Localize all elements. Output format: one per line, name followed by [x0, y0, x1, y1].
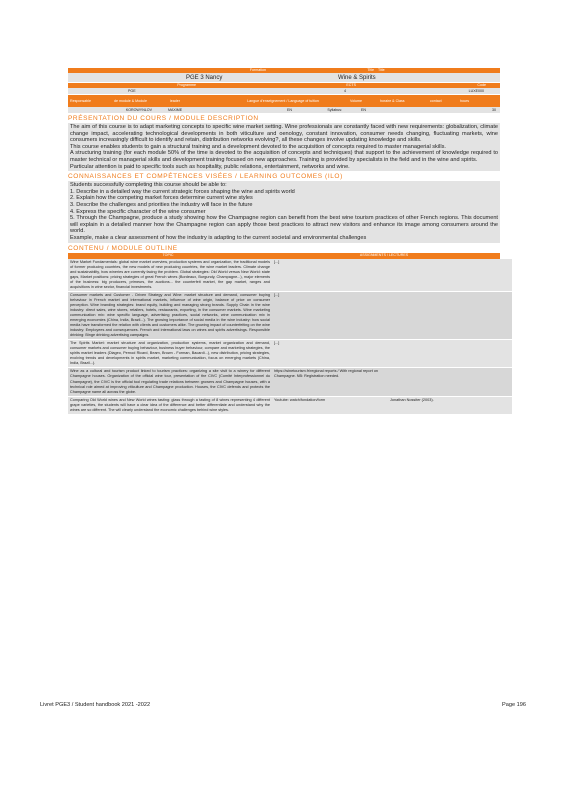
competence-item: 3. Describe the challenges and priorities the industry will face in the future [70, 201, 253, 208]
module-label: de module & Module [114, 98, 147, 103]
presentation-heading: PRÉSENTATION DU COURS / MODULE DESCRIPTION [68, 115, 259, 122]
outline-topic-cell: Comparing Old World wines and New World wines tasting: glass through a tasting of 8 wines representing 4 different grape varieties, the students will have a clear idea of the difference and better differentiate and understand why the wines are so different. The will clearly understand the economic challenges behind wine styles. [68, 396, 272, 414]
formation-value-row [68, 73, 500, 82]
outline-row [68, 340, 512, 368]
topic-header: TOPIC [162, 253, 174, 257]
outline-table [68, 259, 512, 415]
outline-refs-cell [388, 259, 512, 292]
outline-links-cell: [...] [272, 340, 388, 368]
ects-label: ECTS [346, 83, 356, 87]
outline-row [68, 259, 512, 292]
hours-label: hours [460, 98, 469, 103]
competence-item: Example, make a clear assessment of how the industry is adapting to the current societal and environmental challenges [70, 234, 367, 241]
outline-topic-cell: Wine as a cultural and tourism product linked to tourism practices: organizing a site visit to a winery for different Champagne houses. Organization of the official wine tour, presentation of the CIVC (Comité Interprofessionnel du Champagne), the CIVC is the official tool regulating trade relations between growers and Champagne houses, with a technical role aimed at improving viticulture and Champagne production. Houses, the CIVC defends and protects the Champagne name all across the globe. [68, 368, 272, 396]
outline-links-cell: [...] [272, 291, 388, 339]
syllabus-label: Syllabus: [327, 107, 342, 112]
responsable-header-row [68, 95, 500, 107]
outline-refs-cell: Jonathan Nossiter (2003). [388, 396, 512, 414]
presentation-paragraph: The aim of this course is to adapt marketing concepts to specific wine market setting. Wine professionals are constantly faced with new requirements: globalization, climate change impact, accelerating technological developments in both viticulture and oenology, constant innovation, consumer needs changing, fluctuating markets, wine consumers increasingly difficult to identify and retain, distribution networks evolving?, all these changes involve updating knowledge and skills. [70, 124, 498, 144]
programme-header-row [68, 83, 500, 88]
outline-row [68, 291, 512, 339]
horaire-label: horaire & Class [380, 98, 405, 103]
programme-label: Programme [177, 83, 196, 87]
formation-value: PGE 3 Nancy [186, 74, 223, 81]
ects-value: 4 [344, 88, 346, 93]
outline-refs-cell [388, 368, 512, 396]
competence-item: 1. Describe in a detailed way the current strategic forces shaping the wine and spirits world [70, 188, 295, 195]
hours-value: 30 [492, 107, 496, 112]
formation-label: Formation [249, 68, 266, 72]
responsable-label: Responsable [70, 98, 91, 103]
page-footer [40, 702, 526, 708]
language-label: Langue d'enseignement / Language of tuition [247, 98, 319, 103]
outline-topic-cell: The Spirits Market: market structure and organization, production systems, market organization and demand, consumer markets and consumer buying behaviour, business buyer behaviour, compare and marketing strategies, the spirits market leaders (Diageo, Pernod Ricard, Beam, Brown - Forman, Bacardi...), new distribution, pricing strategies, evolving trends and developments in spirits market, marketing communication, focus on emerging markets (China, India, Brazil...). [68, 340, 272, 368]
language-value: EN [287, 107, 292, 112]
competence-item: 4. Express the specific character of the wine consumer [70, 208, 206, 215]
title-label: Title [367, 68, 374, 72]
footer-page-number: Page 196 [502, 702, 526, 708]
responsable-name: KOROWYNLOV [125, 107, 152, 112]
outline-row [68, 396, 512, 414]
leader-name: MAXIME [168, 107, 183, 112]
programme-value: PGE [128, 88, 136, 93]
competence-item: 5. Through the Champagne, produce a study showing how the Champagne region can benefit from the best wine tourism practices of other French regions. This document will explain in a detailed manner how the Champagne region can apply those best practices to attract new visitors and enhance its image among consumers around the world. [70, 215, 498, 235]
code-label: Code [477, 83, 486, 87]
outline-refs-cell [388, 291, 512, 339]
competences-text [68, 181, 500, 242]
presentation-text [68, 123, 500, 171]
presentation-paragraph: This course enables students to gain a structural training and a development devoted to the acquisition of concepts required to master managerial skills. [70, 143, 446, 150]
assignments-header: ASSIGNMENTS / LECTURES [359, 253, 409, 257]
contact-label: contact [430, 98, 442, 103]
outline-links-cell: https://winetourism.fr/regional reports / With regional report on Champagne. NB: Registration needed. [272, 368, 388, 396]
presentation-paragraph: A structuring training (for each module 50% of the time is devoted to the acquisition of concepts and techniques) that support to the achievement of knowledge required to master technical or managerial skills and development training focused on new approaches. Training is provided by specialists in the field and in the wine and spirits. [70, 150, 498, 163]
syllabus-page [68, 68, 500, 415]
title-value: Wine & Spirits [338, 74, 376, 81]
footer-left: Livret PGE3 / Student handbook 2021 -2022 [40, 702, 151, 708]
responsable-value-row [68, 107, 500, 113]
outline-links-cell: [...] [272, 259, 388, 292]
competence-item: Students successfully completing this course should be able to: [70, 182, 227, 189]
competences-heading: CONNAISSANCES ET COMPÉTENCES VISÉES / LEARNING OUTCOMES (ILO) [68, 173, 343, 181]
title-label-2: Title [378, 68, 385, 72]
code-value: LUXE000 [468, 88, 484, 93]
volume-label: Volume [350, 98, 362, 103]
outline-topic-cell: Consumer markets and Customer - Driven Strategy and Wine: market structure and demand, consumer buying behaviour in French market and international markets, influence of wine origin, balance of price on consumer perception. Wine branding strategies: brand equity, building and managing strong brands. Supply Chain in the wine industry: direct sales, wine stores, retailers, hotels, restaurants, exporting, in the consumer markets. Wine marketing communication mix: wine specific language, advertising practices, social networks, wine communication mix in emerging economies (China, India, Brazil...). The growing importance of social media in the wine industry: how social media have transformed the relation with clients and customers alike. The growing impact of counterfeiting on the wine industry: Employees and consequences. French and international laws on wines and spirits advertisings. Responsible drinking: Binge drinking advertising campaigns. [68, 291, 272, 339]
leader-label: leader [170, 98, 180, 103]
syllabus-value: EN [361, 107, 366, 112]
outline-refs-cell [388, 340, 512, 368]
outline-header-row [68, 253, 500, 259]
outline-topic-cell: Wine Market Fundamentals: global wine market overview, production systems and organization, the traditional models of former producing countries, the new models of new producing countries, the wine market leaders. Climate change and sustainability, how wineries are currently facing the problem. Global strategies: Old World versus New World: state gaps, Market positions: pricing strategies of great French wines (Bordeaux, Burgundy, Champagne...), major elements of the business: big producers, primeurs, the auctions... the counterfeit market, the gap market, ranges and acquisitions in wine sector, financial investments. [68, 259, 272, 292]
outline-links-cell: Youtube: watch/fondation/form [272, 396, 388, 414]
competence-item: 2. Explain how the competing market forces determine current wine styles [70, 195, 253, 202]
outline-heading: CONTENU / MODULE OUTLINE [68, 244, 178, 252]
presentation-paragraph: Particular attention is paid to specific tools such as hospitality, public relations, entertainment, networks and wine. [70, 163, 350, 170]
outline-row [68, 368, 512, 396]
programme-value-row [68, 88, 500, 94]
